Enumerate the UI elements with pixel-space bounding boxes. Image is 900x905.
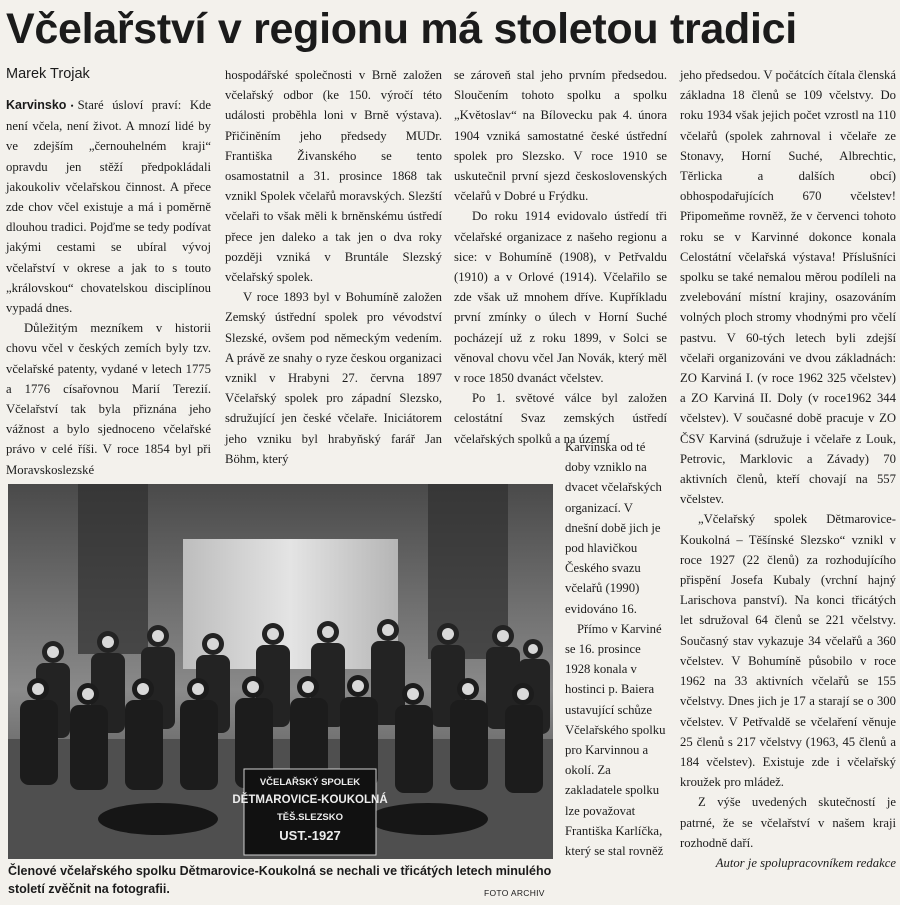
author-note: Autor je spolupracovníkem redakce xyxy=(715,855,896,870)
paragraph: Karvinsko • Staré úsloví praví: Kde není včela, není život. A mnozí lidé by ve zdejším „černouhelném kraji“ opravdu jen stěží předpokládali jakoukoliv včelařskou činnost. A přece zde chov včel existuje a má i poměrně dlouhou tradici. Pojďme se tedy podívat jakými cestami se ubíral vývoj včelařství v okrese a jak to s touto „královskou“ chovatelskou disciplínou vypadá dnes. xyxy=(6,98,211,315)
photo-credit: FOTO ARCHIV xyxy=(484,888,545,898)
paragraph: hospodářské společnosti v Brně založen včelařský odbor (ke 150. výročí této události proběhla loni v Brně výstava). Přičiněním jeho předsedy MUDr. Františka Živanského se tento osamostatnil a 31. prosince 1868 tak vznikl Spolek včelařů moravských. Slezští včelaři to však měli k brněnskému ústředí přece jen daleko a tak jen o dva roky později vzniká v Bruntále Slezský včelařský spolek. xyxy=(225,68,442,285)
photo-caption: Členové včelařského spolku Dětmarovice-Koukolná se nechali ve třicátých letech minulého století zvěčnit na fotografii. xyxy=(8,864,552,896)
bullet-icon: • xyxy=(70,100,74,111)
article-column-3-continued xyxy=(565,437,667,897)
banner-line: DĚTMAROVICE-KOUKOLNÁ xyxy=(232,794,388,806)
author-byline: Marek Trojak xyxy=(6,66,90,82)
article-column-3 xyxy=(454,65,667,446)
paragraph: Z výše uvedených skutečností je patrné, že se včelařství v našem kraji rozhodně daří. xyxy=(680,795,896,850)
paragraph: Přímo v Karviné se 16. prosince 1928 konala v hostinci p. Baiera ustavující schůze Včelařského spolku pro Karvinnou a okolí. Za zakladatele spolku lze považovat Františka Karlíčka, který se stal rovněž xyxy=(565,621,666,859)
group-portrait xyxy=(8,484,553,859)
paragraph: V roce 1893 byl v Bohumíně založen Zemský ústřední spolek pro vévodství Slezské, ovšem pod německým vedením. A právě ze snahy o ryze českou organizaci vznikl v Hrabyni 27. června 1897 Včelařský spolek pro západní Slezsko, sdružující jen české včelaře. Iniciátorem jeho vzniku byl hrabyňský farář Jan Böhm, který xyxy=(225,290,442,466)
paragraph: se zároveň stal jeho prvním předsedou. Sloučením tohoto spolku a spolku „Květoslav“ na Bílovecku pak 4. února 1904 vzniká samostatné české ústřední spolek pro Slezsko. V roce 1910 se uskutečnil první sjezd československých včelařů v Dobré u Frýdku. xyxy=(454,68,667,204)
paragraph: „Včelařský spolek Dětmarovice-Koukolná – Těšínské Slezsko“ vznikl v roce 1927 (22 členů) za rozhodujícího přispění Josefa Kubaly (vrchní hajný Larischova panství). Na konci třicátých let sdružoval 64 členů se 221 včelstvy. Současný stav vykazuje 34 včelařů a 360 včelstev. V Bohumíně působilo v roce 1962 na 33 aktivních včelařů se 155 včelstvy. Dnes jich je 17 a starají se o 300 včelstev. V Petřvaldě se včelaření věnuje 25 členů s 217 včelstvy (1963, 45 členů a 184 včelstev). Existuje zde i včelařský kroužek pro mládež. xyxy=(680,512,896,790)
paragraph: Po 1. světové válce byl založen celostátní Svaz zemských ústředí včelařských spolků a na území xyxy=(454,391,667,446)
paragraph: Důležitým mezníkem v historii chovu včel v českých zemích byly tzv. včelařské patenty, vydané v letech 1775 a 1776 císařovnou Marií Terezií. Včelařství tak byla přiznána jeho vážnost a bylo sjednoceno včelařské právo v celé říši. V roce 1854 byl při Moravskoslezské xyxy=(6,321,211,477)
banner-line: TĚŠ.SLEZSKO xyxy=(277,812,343,823)
archive-photo xyxy=(8,484,553,859)
banner-line: VČELAŘSKÝ SPOLEK xyxy=(259,777,361,788)
paragraph: Do roku 1914 evidovalo ústředí tři včelařské organizace z našeho regionu a sice: v Bohumíně (1908), v Petřvaldu (1910) a v Orlové (1914). Včelařilo se zde však už mnohem dříve. Kupříkladu první zmínky o úlech v Horní Suché pocházejí už z roku 1899, v Solci se věnoval chovu včel Jan Novák, který měl v roce 1850 dvanáct včelstev. xyxy=(454,209,667,386)
dateline: Karvinsko xyxy=(6,98,67,112)
article-column-2 xyxy=(225,65,442,480)
headline: Včelařství v regionu má stoletou tradici xyxy=(6,5,797,53)
paragraph: jeho předsedou. V počátcích čítala členská základna 18 členů se 109 včelstvy. Do roku 1934 však jejich počet vzrostl na 110 včelařů (spolek zahrnoval i včelaře ze Stonavy, Horní Suché, Albrechtic, Těrlicka a dalších obcí) obhospodařujících 670 včelstev! Připomeňme rovněž, že v červenci tohoto roku se v Karvinné dokonce konala Celostátní včelařská výstava! Příslušníci spolku se také nemalou měrou podíleli na zvelebování místní krajiny, osazováním volných ploch stromy vhodnými pro včelí pastvu. V 60-tých letech byli zdejší včelaři organizováni ve dvou základnách: ZO Karviná I. (v roce 1962 325 včelstev) a ZO Karviná II. Doly (v roce1962 344 včelstev). V současné době pracuje v ZO ČSV Karviná (sdružuje i včelaře z Louk, Petrovic, Marklovic a Závady) 70 aktivních členů, kteří chovají na 557 včelstev. xyxy=(680,68,896,507)
article-column-1 xyxy=(6,95,211,480)
paragraph: Karvinska od té doby vzniklo na dvacet včelařských organizací. V dnešní době jich je pod hlavičkou Českého svazu včelařů (1990) evidováno 16. xyxy=(565,440,662,616)
banner-line: UST.-1927 xyxy=(279,828,341,843)
article-column-4 xyxy=(680,65,896,900)
